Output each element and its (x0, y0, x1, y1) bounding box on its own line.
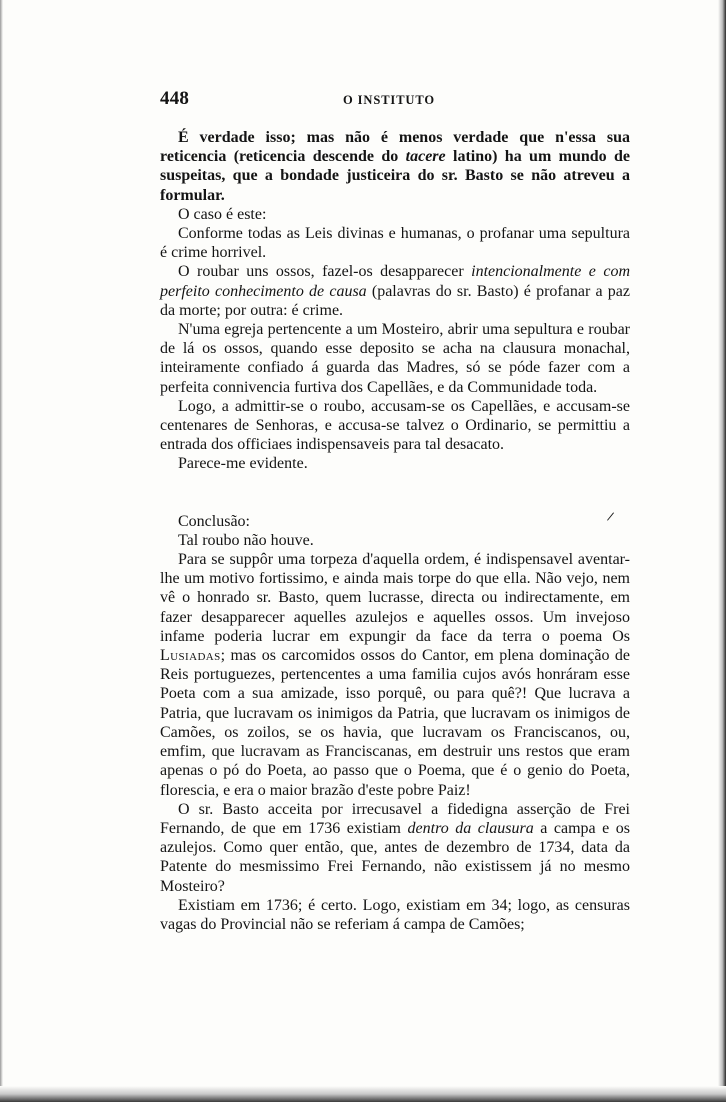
section-gap (160, 474, 630, 512)
page-number: 448 (160, 88, 190, 109)
page-scan-edge-bottom (0, 1086, 726, 1102)
paragraph-9: Para se suppôr uma torpeza d'aquella ordem, é indispensavel aventar-lhe um motivo fortissimo, e ainda mais torpe do que ella. Não vejo, nem vê o honrado sr. Basto, quem lucrasse, directa ou indirectamente, em fazer desapparecer aquelles azulejos e aquelles ossos. Um invejoso infame poderia lucrar em expungir da face da terra o poema Os Lusiadas; mas os carcomidos ossos do Cantor, em plena dominação de Reis portuguezes, pertencentes a uma familia cujos avós honráram esse Poeta com a sua amizade, isso porquê, ou para quê?! Que lucrava a Patria, que lucravam os inimigos da Patria, que lucravam os inimigos de Camões, os zoilos, se os havia, que lucravam os Franciscanos, ou, emfim, que lucravam as Franciscanas, em destruir uns restos que eram apenas o pó do Poeta, ao passo que o Poema, que é o genio do Poeta, florescia, e era o maior brazão d'este pobre Paiz! (160, 551, 630, 799)
paragraph-5: N'uma egreja pertencente a um Mosteiro, abrir uma sepultura e roubar de lá os ossos, quando esse deposito se acha na clausura monachal, inteiramente confiado á guarda das Madres, só se póde fazer com a perfeita connivencia furtiva dos Capellães, e da Communidade toda. (160, 321, 630, 396)
paragraph-7: Parece-me evidente. (178, 455, 308, 473)
small-caps-lusiadas: Lusiadas (160, 647, 221, 665)
paragraph-4: O roubar uns ossos, fazel-os desapparecer intencionalmente e com perfeito conhecimento de causa (palavras do sr. Basto) é profanar a paz da morte; por outra: é crime. (160, 263, 631, 319)
page-header (160, 88, 630, 116)
page-scan-edge-right (718, 0, 726, 1102)
italic-tacere: tacere (405, 148, 446, 166)
italic-quote: intencionalmente e com perfeito conhecimento de causa (160, 263, 630, 300)
paragraph-1: É verdade isso; mas não é menos verdade que n'essa sua reticencia (reticencia descende do tacere latino) ha um mundo de suspeitas, que a bondade justiceira do sr. Basto se não atreveu a formular. (160, 129, 631, 204)
page-scan-edge-left (0, 0, 3, 1102)
ink-mark-icon: / (605, 509, 615, 526)
paragraph-10: O sr. Basto acceita por irrecusavel a fidedigna asserção de Frei Fernando, de que em 1736 existiam dentro da clausura a campa e os azulejos. Como quer então, que, antes de dezembro de 1734, data da Patente do mesmissimo Frei Fernando, não existissem já no mesmo Mosteiro? (160, 800, 630, 895)
paragraph-conclusao-heading: Conclusão: (178, 512, 250, 530)
paragraph-6: Logo, a admittir-se o roubo, accusam-se os Capellães, e accusam-se centenares de Senhoras, e accusa-se talvez o Ordinario, se permittiu a entrada dos officiaes indispensaveis para tal desacato. (160, 397, 630, 454)
paragraph-8: Tal roubo não houve. (178, 531, 314, 549)
italic-dentro-da-clausura: dentro da clausura (407, 819, 534, 837)
paragraph-2: O caso é este: (178, 205, 267, 223)
body-text (160, 128, 630, 934)
paragraph-3: Conforme todas as Leis divinas e humanas, o profanar uma sepultura é crime horrivel. (160, 225, 630, 262)
paragraph-11: Existiam em 1736; é certo. Logo, existiam em 34; logo, as censuras vagas do Provincial não se referiam á campa de Camões; (160, 896, 630, 933)
running-title: O INSTITUTO (343, 93, 435, 107)
